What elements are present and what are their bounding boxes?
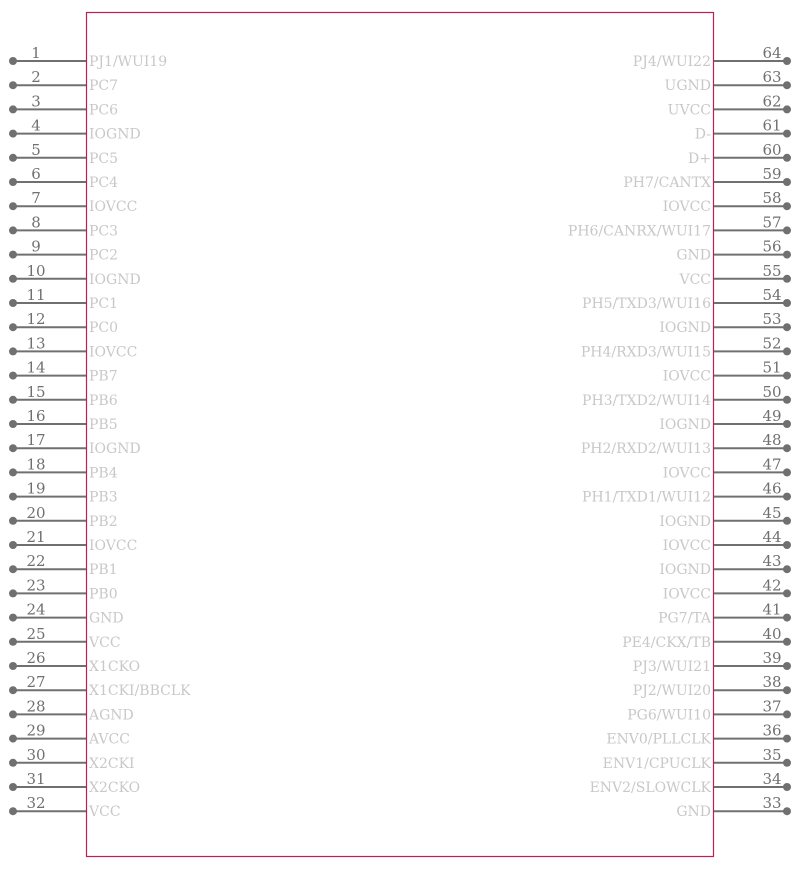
pin-end-dot <box>783 541 791 549</box>
pin-name-label: ENV1/CPUCLK <box>602 755 711 772</box>
right-pin-61 <box>695 117 791 143</box>
pin-end-dot <box>783 710 791 718</box>
right-pin-51 <box>663 359 791 385</box>
pin-end-dot <box>9 420 17 428</box>
pin-name-label: PB7 <box>89 368 118 385</box>
pin-name-label: PJ2/WUI20 <box>632 683 711 700</box>
pin-number: 32 <box>26 794 46 813</box>
pin-end-dot <box>9 541 17 549</box>
pin-name-label: PC4 <box>89 175 119 191</box>
pin-name-label: PC1 <box>89 296 119 312</box>
pin-name-label: IOVCC <box>89 538 138 554</box>
pin-end-dot <box>9 614 17 622</box>
pin-name-label: VCC <box>89 804 121 821</box>
pin-end-dot <box>9 807 17 815</box>
pin-end-dot <box>783 130 791 138</box>
pin-number: 57 <box>762 213 782 232</box>
left-pin-1 <box>9 44 167 70</box>
pin-name-label: X2CKO <box>89 780 141 796</box>
left-pin-19 <box>9 480 118 506</box>
right-pin-58 <box>663 189 791 215</box>
pin-end-dot <box>783 686 791 694</box>
pin-number: 5 <box>31 140 41 159</box>
pin-number: 10 <box>26 261 46 280</box>
pin-name-label: IOGND <box>89 271 141 288</box>
pin-end-dot <box>783 517 791 525</box>
left-pin-5 <box>9 141 118 167</box>
pin-number: 12 <box>26 310 46 329</box>
pin-number: 58 <box>762 189 782 208</box>
pin-name-label: PH5/TXD3/WUI16 <box>582 296 711 312</box>
pin-name-label: VCC <box>89 634 121 651</box>
pin-end-dot <box>783 396 791 404</box>
ic-body-outline <box>87 13 714 857</box>
pin-number: 43 <box>762 552 782 571</box>
pin-end-dot <box>783 81 791 89</box>
pin-end-dot <box>783 759 791 767</box>
pin-name-label: PB0 <box>89 586 118 603</box>
pin-name-label: ENV0/PLLCLK <box>606 731 711 748</box>
pin-end-dot <box>783 468 791 476</box>
right-pin-62 <box>668 92 791 118</box>
pin-number: 62 <box>762 92 782 111</box>
right-pin-55 <box>678 262 791 288</box>
left-pin-32 <box>9 794 121 820</box>
pin-number: 13 <box>26 334 46 353</box>
pin-number: 39 <box>762 649 782 667</box>
pin-name-label: PJ1/WUI19 <box>89 54 168 70</box>
pin-name-label: PB3 <box>89 489 118 506</box>
pin-end-dot <box>9 517 17 525</box>
left-pin-17 <box>9 431 141 457</box>
pin-number: 52 <box>762 334 782 353</box>
right-pin-52 <box>581 334 791 360</box>
pin-name-label: ENV2/SLOWCLK <box>589 780 711 796</box>
pin-name-label: PH1/TXD1/WUI12 <box>582 489 711 506</box>
pin-number: 63 <box>762 68 782 87</box>
pin-name-label: IOGND <box>659 562 711 579</box>
pin-end-dot <box>9 323 17 331</box>
pin-name-label: IOVCC <box>662 465 711 482</box>
left-pin-8 <box>9 213 118 239</box>
pin-name-label: PH7/CANTX <box>623 175 711 191</box>
pin-name-label: GND <box>676 804 711 821</box>
pin-end-dot <box>9 783 17 791</box>
pin-number: 3 <box>31 92 41 111</box>
right-pin-43 <box>659 552 791 578</box>
pin-number: 42 <box>762 576 782 595</box>
pin-name-label: IOGND <box>89 441 141 458</box>
pin-end-dot <box>783 202 791 210</box>
pin-name-label: IOVCC <box>662 586 711 603</box>
pin-number: 1 <box>31 44 41 62</box>
pin-name-label: IOGND <box>659 417 711 433</box>
pin-end-dot <box>783 154 791 162</box>
pin-number: 9 <box>31 237 41 256</box>
pin-end-dot <box>783 347 791 355</box>
left-pin-16 <box>9 407 118 433</box>
pin-end-dot <box>9 686 17 694</box>
pin-number: 59 <box>762 165 782 183</box>
pin-number: 64 <box>762 44 782 62</box>
pin-name-label: PJ3/WUI21 <box>632 659 711 675</box>
pin-number: 44 <box>762 528 782 546</box>
pin-number: 11 <box>26 286 46 304</box>
pin-number: 4 <box>31 116 41 135</box>
pin-end-dot <box>783 493 791 501</box>
pin-name-label: PB1 <box>89 562 118 579</box>
pin-name-label: X1CKO <box>89 659 141 675</box>
pin-number: 46 <box>762 479 782 498</box>
left-pin-26 <box>9 649 140 675</box>
pin-number: 19 <box>26 479 46 498</box>
right-pin-33 <box>676 794 791 820</box>
pin-end-dot <box>9 275 17 283</box>
right-pin-54 <box>582 286 791 312</box>
right-pin-35 <box>603 746 791 772</box>
pin-number: 22 <box>26 552 46 571</box>
pin-number: 53 <box>762 310 782 329</box>
left-pin-14 <box>9 359 118 385</box>
right-pin-53 <box>659 310 791 336</box>
left-pin-27 <box>9 673 191 699</box>
pin-number: 25 <box>26 624 46 643</box>
pin-number: 55 <box>762 261 782 280</box>
pin-end-dot <box>783 226 791 234</box>
pin-name-label: IOGND <box>659 320 711 337</box>
pin-number: 47 <box>762 455 782 474</box>
pin-name-label: IOVCC <box>89 199 138 216</box>
pin-name-label: PC5 <box>89 150 119 167</box>
pin-name-label: PB2 <box>89 513 118 530</box>
pin-number: 51 <box>762 358 782 377</box>
pin-end-dot <box>9 468 17 476</box>
pin-number: 38 <box>762 673 782 692</box>
pin-number: 30 <box>26 745 46 764</box>
left-pin-3 <box>9 92 118 118</box>
pin-end-dot <box>9 154 17 162</box>
right-pin-46 <box>582 480 791 506</box>
right-pin-64 <box>633 44 791 70</box>
left-pin-24 <box>9 601 124 627</box>
right-pin-38 <box>633 673 791 699</box>
left-pin-9 <box>9 238 118 264</box>
pin-name-label: IOVCC <box>89 344 138 361</box>
pin-end-dot <box>9 251 17 259</box>
pin-number: 18 <box>26 455 46 474</box>
pin-end-dot <box>9 589 17 597</box>
right-pin-47 <box>663 455 791 481</box>
pin-end-dot <box>9 57 17 65</box>
pin-number: 40 <box>762 624 782 643</box>
pin-number: 34 <box>762 770 782 788</box>
pin-end-dot <box>9 130 17 138</box>
pin-number: 20 <box>26 503 46 522</box>
pin-name-label: PC7 <box>89 78 119 95</box>
pin-end-dot <box>783 565 791 573</box>
pin-end-dot <box>783 638 791 646</box>
pin-name-label: PG6/WUI10 <box>627 707 711 724</box>
pin-name-label: GND <box>89 610 124 627</box>
pin-end-dot <box>783 735 791 743</box>
pin-end-dot <box>9 372 17 380</box>
pin-end-dot <box>9 759 17 767</box>
pin-name-label: PH4/RXD3/WUI15 <box>580 344 711 361</box>
pin-end-dot <box>783 614 791 622</box>
pin-number: 41 <box>762 600 782 619</box>
pin-number: 36 <box>762 721 782 740</box>
pin-end-dot <box>9 202 17 210</box>
pin-name-label: IOGND <box>659 513 711 530</box>
pin-number: 27 <box>26 673 46 692</box>
pin-name-label: PC2 <box>89 247 119 264</box>
pin-end-dot <box>9 81 17 89</box>
pin-name-label: PC3 <box>89 223 119 240</box>
pin-name-label: UVCC <box>667 102 711 119</box>
pin-number: 28 <box>26 697 46 716</box>
pin-end-dot <box>783 57 791 65</box>
pin-number: 8 <box>31 213 41 232</box>
pin-number: 45 <box>762 503 782 522</box>
right-pin-48 <box>581 431 791 457</box>
pin-end-dot <box>9 226 17 234</box>
pin-number: 33 <box>762 794 782 813</box>
pin-name-label: PE4/CKX/TB <box>622 634 711 651</box>
pin-end-dot <box>783 589 791 597</box>
pin-number: 16 <box>26 407 46 425</box>
right-pin-44 <box>663 528 791 554</box>
right-pin-59 <box>623 165 791 191</box>
pin-end-dot <box>783 444 791 452</box>
right-pin-39 <box>633 649 791 675</box>
pin-end-dot <box>783 251 791 259</box>
pin-number: 49 <box>762 407 782 425</box>
pin-end-dot <box>783 178 791 186</box>
pin-end-dot <box>783 323 791 331</box>
left-pin-30 <box>9 746 135 772</box>
right-pin-60 <box>688 141 791 167</box>
pin-name-label: GND <box>676 247 711 264</box>
left-pin-25 <box>9 625 121 651</box>
left-pin-18 <box>9 455 118 481</box>
left-pin-6 <box>9 165 118 191</box>
pin-end-dot <box>783 662 791 670</box>
pin-number: 61 <box>762 116 782 135</box>
right-pin-45 <box>659 504 791 530</box>
pin-end-dot <box>9 396 17 404</box>
pin-end-dot <box>9 178 17 186</box>
pin-end-dot <box>9 105 17 113</box>
pin-number: 15 <box>26 382 46 401</box>
pin-end-dot <box>783 372 791 380</box>
pin-name-label: X1CKI/BBCLK <box>89 683 191 700</box>
pin-name-label: PB4 <box>89 465 118 482</box>
pin-end-dot <box>9 347 17 355</box>
pin-number: 37 <box>762 697 782 716</box>
right-pin-34 <box>590 770 791 796</box>
pin-end-dot <box>9 493 17 501</box>
pin-name-label: PG7/TA <box>658 610 711 627</box>
pin-name-label: D+ <box>688 150 711 167</box>
pin-number: 50 <box>762 382 782 401</box>
left-pin-15 <box>9 383 118 409</box>
left-pin-31 <box>9 770 140 796</box>
left-pin-29 <box>9 722 130 748</box>
right-pin-36 <box>606 722 791 748</box>
left-pin-group <box>9 44 191 820</box>
pin-number: 56 <box>762 237 782 256</box>
right-pin-group <box>568 44 791 820</box>
left-pin-7 <box>9 189 137 215</box>
left-pin-13 <box>9 334 137 360</box>
pin-name-label: PB5 <box>89 417 118 433</box>
pin-name-label: AGND <box>89 707 134 724</box>
pin-number: 6 <box>31 165 41 183</box>
pin-end-dot <box>9 638 17 646</box>
pin-name-label: X2CKI <box>89 755 135 772</box>
pin-number: 31 <box>26 770 46 788</box>
left-pin-22 <box>9 552 118 578</box>
right-pin-56 <box>676 238 791 264</box>
right-pin-42 <box>663 576 791 602</box>
pin-number: 35 <box>762 745 782 764</box>
pin-name-label: IOVCC <box>662 199 711 216</box>
pin-end-dot <box>9 710 17 718</box>
left-pin-2 <box>9 68 118 94</box>
pin-name-label: PC6 <box>89 102 119 119</box>
right-pin-40 <box>622 625 791 651</box>
pin-number: 14 <box>26 358 46 377</box>
left-pin-28 <box>9 697 134 723</box>
right-pin-63 <box>665 68 791 94</box>
pin-name-label: IOGND <box>89 126 141 143</box>
right-pin-49 <box>659 407 791 433</box>
pin-name-label: IOVCC <box>662 368 711 385</box>
right-pin-50 <box>582 383 791 409</box>
pin-name-label: D- <box>694 126 711 143</box>
pin-name-label: AVCC <box>89 731 130 748</box>
pin-name-label: UGND <box>664 78 711 95</box>
right-pin-37 <box>627 697 791 723</box>
left-pin-12 <box>9 310 118 336</box>
pin-number: 26 <box>26 649 46 667</box>
pin-name-label: PB6 <box>89 392 118 409</box>
pin-number: 2 <box>31 68 41 87</box>
pin-end-dot <box>783 275 791 283</box>
pin-number: 17 <box>26 431 46 450</box>
left-pin-10 <box>9 262 141 288</box>
pin-number: 48 <box>762 431 782 450</box>
pin-name-label: PC0 <box>89 320 119 337</box>
pin-end-dot <box>783 105 791 113</box>
pin-end-dot <box>783 299 791 307</box>
left-pin-20 <box>9 504 118 530</box>
pin-end-dot <box>783 783 791 791</box>
pin-number: 54 <box>762 286 782 304</box>
pin-end-dot <box>9 662 17 670</box>
pin-name-label: VCC <box>679 271 711 288</box>
right-pin-57 <box>568 213 791 239</box>
pin-end-dot <box>783 807 791 815</box>
pin-name-label: IOVCC <box>662 538 711 554</box>
pin-number: 7 <box>31 189 41 208</box>
pin-name-label: PJ4/WUI22 <box>632 54 711 70</box>
pin-number: 29 <box>26 721 46 740</box>
left-pin-21 <box>9 528 137 554</box>
pin-name-label: PH3/TXD2/WUI14 <box>582 392 711 409</box>
pin-name-label: PH2/RXD2/WUI13 <box>580 441 711 458</box>
pin-number: 23 <box>26 576 46 595</box>
pin-end-dot <box>9 299 17 307</box>
pin-number: 24 <box>26 600 46 619</box>
pin-end-dot <box>9 444 17 452</box>
right-pin-41 <box>658 601 791 627</box>
left-pin-4 <box>9 117 141 143</box>
pin-number: 21 <box>26 528 46 546</box>
pin-name-label: PH6/CANRX/WUI17 <box>567 223 711 240</box>
pin-end-dot <box>783 420 791 428</box>
pin-end-dot <box>9 735 17 743</box>
pin-number: 60 <box>762 140 782 159</box>
pin-end-dot <box>9 565 17 573</box>
left-pin-11 <box>9 286 118 312</box>
left-pin-23 <box>9 576 118 602</box>
